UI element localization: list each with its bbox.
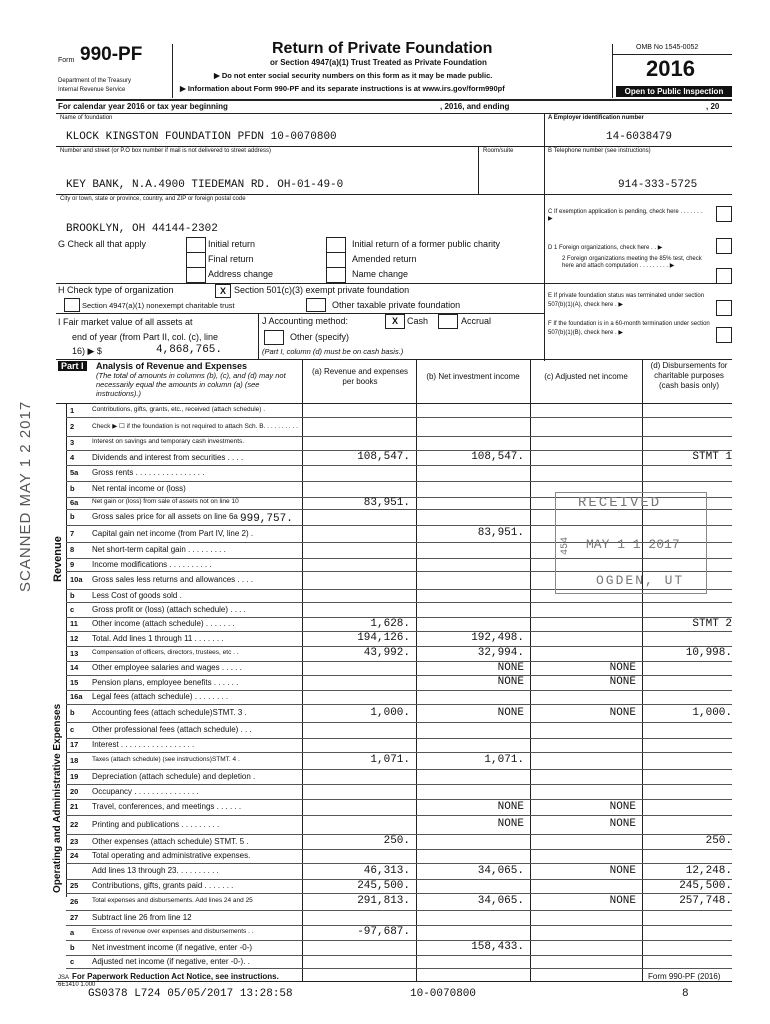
col-d-value: 250. <box>705 835 732 847</box>
line-number: 12 <box>70 633 79 643</box>
line-label: Compensation of officers, directors, trustees, etc . . <box>92 648 239 656</box>
row-divider <box>66 738 732 739</box>
line-label: Excess of revenue over expenses and disbursements . . <box>92 927 254 935</box>
form-number: 990-PF <box>80 44 143 65</box>
line-label: Net short-term capital gain . . . . . . . . . <box>92 545 226 554</box>
i-line2: end of year (from Part II, col. (c), line <box>72 332 219 342</box>
col-b-value: NONE <box>497 676 524 688</box>
line-number: 20 <box>70 786 79 796</box>
row-divider <box>66 910 732 911</box>
col-b-value: 192,498. <box>471 632 524 644</box>
col-c-header: (c) Adjusted net income <box>544 372 628 381</box>
col-b-value: 34,065. <box>477 864 524 877</box>
line-label: Accounting fees (attach schedule)STMT. 3 . <box>92 708 247 717</box>
row-divider <box>66 769 732 770</box>
col-a-value: 1,628. <box>370 617 410 630</box>
row-divider <box>66 784 732 785</box>
j-other-box[interactable] <box>264 330 284 345</box>
row-divider <box>66 815 732 816</box>
h-501c3-label: Section 501(c)(3) exempt private foundation <box>234 285 410 295</box>
col-b-value: NONE <box>497 661 524 674</box>
city-label: City or town, state or province, country, and ZIP or foreign postal code <box>60 196 246 202</box>
line-label: Interest . . . . . . . . . . . . . . . . . <box>92 740 195 749</box>
line-label: Income modifications . . . . . . . . . . <box>92 559 212 569</box>
line-label: Net gain or (loss) from sale of assets not on line 10 <box>92 498 239 505</box>
line-number: b <box>70 512 75 521</box>
col-b-value: 83,951. <box>477 527 524 539</box>
row-divider <box>66 849 732 850</box>
batch-line: GS0378 L724 05/05/2017 13:28:58 <box>88 988 293 1000</box>
tax-year: 2016 <box>646 56 695 81</box>
foundation-name: KLOCK KINGSTON FOUNDATION PFDN 10-0070800 <box>66 131 337 143</box>
row-divider <box>66 690 732 691</box>
col-d-value: STMT 2 <box>692 617 732 630</box>
h-other-box[interactable] <box>306 298 326 312</box>
line-label: Other expenses (attach schedule) STMT. 5 . <box>92 836 249 846</box>
name-change-box[interactable] <box>326 267 346 283</box>
line-label: Contributions, gifts, grants paid . . . . . . . <box>92 881 234 890</box>
paperwork-notice: For Paperwork Reduction Act Notice, see instructions. <box>72 972 279 981</box>
row-divider <box>66 940 732 941</box>
col-d-value: STMT 1 <box>692 451 732 463</box>
line-number: 5a <box>70 468 79 477</box>
line-label: Total operating and administrative expenses. <box>92 851 251 860</box>
line-number: c <box>70 956 75 966</box>
line-number: 26 <box>70 896 79 906</box>
row-divider <box>66 417 732 418</box>
col-b-header: (b) Net investment income <box>426 372 520 381</box>
col-c-value: NONE <box>609 800 636 813</box>
footer-ein: 10-0070800 <box>410 988 477 1000</box>
phone-label: B Telephone number (see instructions) <box>548 148 651 154</box>
line-number: b <box>70 942 75 952</box>
form-reference: Form 990-PF (2016) <box>648 972 721 981</box>
i-line1: I Fair market value of all assets at <box>58 317 193 327</box>
line-number: 7 <box>70 528 75 538</box>
col-b-value: NONE <box>497 800 524 813</box>
col-b-value: 32,994. <box>477 647 524 659</box>
j-accrual-box[interactable] <box>438 314 458 329</box>
amended-return-label: Amended return <box>352 254 417 264</box>
line-label: Gross rents . . . . . . . . . . . . . . . . <box>92 468 205 477</box>
line-label: Capital gain net income (from Part IV, line 2) . <box>92 528 254 538</box>
check-d2-text: 2 Foreign organizations meeting the 85% test, check here and attach computation . . . . . . . . . ▶ <box>562 256 702 269</box>
h-other-label: Other taxable private foundation <box>332 300 461 310</box>
check-e-box[interactable] <box>716 300 732 316</box>
address-label: Number and street (or P.O box number if mail is not delivered to street address) <box>60 148 271 154</box>
row-divider <box>66 481 732 482</box>
public-inspection-badge: Open to Public Inspection <box>616 86 732 97</box>
j-label: J Accounting method: <box>262 316 349 326</box>
g-label: G Check all that apply <box>58 239 147 249</box>
line-number: 19 <box>70 771 79 781</box>
i-fmv-value: 4,868,765. <box>156 344 223 356</box>
part1-tag: Part I <box>58 361 87 371</box>
row-divider <box>66 704 732 705</box>
ein-value: 14-6038479 <box>606 131 673 143</box>
line-number: 24 <box>70 851 79 860</box>
col-d-value: 257,748. <box>679 895 732 907</box>
row-divider <box>66 602 732 603</box>
line-label: Depreciation (attach schedule) and depletion . <box>92 771 256 781</box>
col-c-value: NONE <box>609 676 636 688</box>
row-divider <box>66 893 732 894</box>
form-label: Form <box>58 57 75 64</box>
col-c-value: NONE <box>609 706 636 719</box>
line-label: Net investment income (if negative, enter -0-) <box>92 942 253 952</box>
col-d-value: 1,000. <box>692 706 732 719</box>
omb-number: OMB No 1545-0052 <box>636 44 699 51</box>
col-a-value: 250. <box>383 835 410 847</box>
form-subtitle: or Section 4947(a)(1) Trust Treated as Private Foundation <box>270 58 487 67</box>
initial-former-label: Initial return of a former public charity <box>352 239 501 249</box>
j-accrual-label: Accrual <box>461 316 492 326</box>
initial-return-label: Initial return <box>208 239 256 249</box>
page-number: 8 <box>682 988 689 1000</box>
calendar-year-mid: , 2016, and ending <box>440 102 510 111</box>
calendar-year-end: , 20 <box>706 102 720 111</box>
col-a-value: 291,813. <box>357 895 410 907</box>
line-label: Other professional fees (attach schedule) . . . <box>92 725 252 734</box>
line-label: Subtract line 26 from line 12 <box>92 912 192 922</box>
line-number: 13 <box>70 648 79 658</box>
line-number: 10a <box>70 575 83 584</box>
h-4947-box[interactable] <box>64 298 80 312</box>
line-number: 18 <box>70 755 79 765</box>
col-a-value: 1,000. <box>370 706 410 719</box>
line-label: Contributions, gifts, grants, etc., received (attach schedule) . <box>92 405 266 413</box>
phone-value: 914-333-5725 <box>618 179 698 191</box>
line-label: Interest on savings and temporary cash investments. <box>92 438 245 445</box>
initial-former-box[interactable] <box>326 237 346 253</box>
ein-label: A Employer identification number <box>548 115 644 121</box>
col-b-value: 1,071. <box>484 754 524 766</box>
col-b-value: 158,433. <box>471 941 524 953</box>
dept-line1: Department of the Treasury <box>58 78 132 84</box>
row-divider <box>66 465 732 466</box>
line-label: Total expenses and disbursements. Add lines 24 and 25 <box>92 896 253 904</box>
room-suite-label: Room/suite <box>483 148 514 154</box>
col-c-value: NONE <box>609 895 636 907</box>
check-f-box[interactable] <box>716 327 732 343</box>
j-cash-label: Cash <box>407 316 429 326</box>
line-number: 17 <box>70 740 79 749</box>
address-change-box[interactable] <box>186 267 206 283</box>
form-title: Return of Private Foundation <box>272 40 493 57</box>
col-d-value: 12,248. <box>685 864 732 877</box>
line-number: 1 <box>70 405 75 415</box>
line-label: Add lines 13 through 23. . . . . . . . . . <box>92 866 219 875</box>
line-number: b <box>70 590 75 600</box>
line-label: Legal fees (attach schedule) . . . . . . . . <box>92 692 229 701</box>
line-number: c <box>70 604 75 614</box>
line-number: 21 <box>70 802 79 811</box>
check-d1-box[interactable] <box>716 238 732 254</box>
line-number: b <box>70 708 75 717</box>
col-d-value: 245,500. <box>679 879 732 892</box>
line-label: Taxes (attach schedule) (see instructions)STMT. 4 . <box>92 755 240 763</box>
line-number: 22 <box>70 819 79 829</box>
line-number: 23 <box>70 836 79 846</box>
col-b-value: NONE <box>497 818 524 830</box>
line-label: Check ▶ ☐ if the foundation is not required to attach Sch. B. . . . . . . . . . <box>92 422 298 430</box>
col-c-value: NONE <box>609 661 636 674</box>
final-return-box[interactable] <box>186 252 206 268</box>
col-a-value: 194,126. <box>357 632 410 644</box>
h-label: H Check type of organization <box>58 285 174 295</box>
foundation-city: BROOKLYN, OH 44144-2302 <box>66 223 218 235</box>
line-label: Gross sales less returns and allowances . . . . <box>92 575 253 584</box>
line-label: Gross profit or (loss) (attach schedule) . . . . <box>92 604 246 614</box>
line-label: Occupancy . . . . . . . . . . . . . . . <box>92 786 199 796</box>
col-c-value: NONE <box>609 864 636 877</box>
amended-return-box[interactable] <box>326 252 346 268</box>
line-number: 8 <box>70 545 75 554</box>
h-4947-label: Section 4947(a)(1) nonexempt charitable trust <box>82 301 235 310</box>
j-other-label: Other (specify) <box>290 332 350 342</box>
line-label: Pension plans, employee benefits . . . . . . <box>92 677 239 687</box>
line-label: Other income (attach schedule) . . . . . . . <box>92 619 235 628</box>
foundation-name-label: Name of foundation <box>60 115 113 121</box>
line-number: 2 <box>70 421 75 431</box>
line-number: a <box>70 927 75 937</box>
col-b-value: 108,547. <box>471 451 524 463</box>
row-divider <box>66 722 732 723</box>
line6b-gross-sales: 999,757. <box>240 513 293 525</box>
col-a-value: -97,687. <box>357 926 410 938</box>
i-line3: 16) ▶ $ <box>72 346 102 356</box>
check-d1-text: D 1 Foreign organizations, check here . . ▶ <box>548 245 663 251</box>
line-number: b <box>70 484 75 493</box>
line-number: 9 <box>70 559 75 569</box>
part1-desc: (The total of amounts in columns (b), (c), and (d) may not necessarily equal the amounts in column (a) (see instructions).) <box>96 371 286 398</box>
final-return-label: Final return <box>208 254 254 264</box>
col-b-value: 34,065. <box>477 895 524 907</box>
col-a-value: 245,500. <box>357 879 410 892</box>
part1-title: Analysis of Revenue and Expenses <box>96 361 248 371</box>
col-a-header: (a) Revenue and expenses per books <box>311 367 409 386</box>
line-label: Other employee salaries and wages . . . . . <box>92 663 242 672</box>
line-number: 16a <box>70 692 83 701</box>
col-a-value: 1,071. <box>370 754 410 766</box>
check-c-text: C If exemption application is pending, check here . . . . . . . ▶ <box>548 209 703 222</box>
line-label: Total. Add lines 1 through 11 . . . . . . . <box>92 633 224 643</box>
line-number: 27 <box>70 912 79 922</box>
foundation-address: KEY BANK, N.A.4900 TIEDEMAN RD. OH-01-49-0 <box>66 179 344 191</box>
dept-line2: Internal Revenue Service <box>58 87 126 93</box>
line-label: Gross sales price for all assets on line 6a <box>92 512 238 521</box>
line-label: Less Cost of goods sold . <box>92 590 182 600</box>
col-a-value: 43,992. <box>363 647 410 659</box>
row-divider <box>66 752 732 753</box>
line-number: c <box>70 725 75 734</box>
line-number: 15 <box>70 677 79 687</box>
calendar-year-label: For calendar year 2016 or tax year beginning <box>58 102 228 111</box>
check-e-text: E If private foundation status was terminated under section 507(b)(1)(A), check here . ▶ <box>548 293 705 308</box>
line-label: Travel, conferences, and meetings . . . . . . <box>92 802 242 811</box>
check-c-box[interactable] <box>716 206 732 222</box>
col-b-value: NONE <box>497 706 524 719</box>
col-d-value: 10,998. <box>685 647 732 659</box>
line-label: Printing and publications . . . . . . . . . <box>92 819 220 829</box>
footer-code: 6E1410 1.000 <box>58 982 96 988</box>
footer-jsa: JSA <box>58 975 70 981</box>
j-note: (Part I, column (d) must be on cash basis.) <box>262 347 404 356</box>
check-f-text: F If the foundation is in a 60-month termination under section 507(b)(1)(B), check here . ▶ <box>548 321 710 336</box>
name-change-label: Name change <box>352 269 409 279</box>
line-number: 6a <box>70 498 79 507</box>
revenue-section-label: Revenue <box>52 536 64 582</box>
scanned-stamp: SCANNED MAY 1 2 2017 <box>17 400 34 592</box>
ssn-note: ▶ Do not enter social security numbers on this form as it may be made public. <box>214 71 493 80</box>
info-note: ▶ Information about Form 990-PF and its separate instructions is at www.irs.gov/form990pf <box>180 84 505 93</box>
line-number: 14 <box>70 663 79 672</box>
col-d-header: (d) Disbursements for charitable purposes (cash basis only) <box>650 361 728 390</box>
j-cash-box[interactable]: X <box>385 314 405 329</box>
col-c-value: NONE <box>609 818 636 830</box>
line-number: 4 <box>70 452 75 462</box>
line-label: Adjusted net income (if negative, enter -0-). . <box>92 956 250 966</box>
line-label: Net rental income or (loss) <box>92 484 186 493</box>
col-a-value: 108,547. <box>357 451 410 463</box>
h-501c3-box[interactable]: X <box>215 284 231 298</box>
row-divider <box>66 436 732 437</box>
received-stamp: RECEIVED MAY 1 1 2017 OGDEN, UT 454 <box>555 492 707 594</box>
initial-return-box[interactable] <box>186 237 206 253</box>
col-a-value: 83,951. <box>363 497 410 509</box>
col-a-value: 46,313. <box>363 864 410 877</box>
line-number: 25 <box>70 881 79 890</box>
line-label: Dividends and interest from securities . . . . <box>92 452 244 462</box>
expenses-section-label: Operating and Administrative Expenses <box>52 703 63 893</box>
row-divider <box>66 968 732 969</box>
check-d2-box[interactable] <box>716 268 732 284</box>
address-change-label: Address change <box>208 269 274 279</box>
line-number: 11 <box>70 619 78 628</box>
line-number: 3 <box>70 438 75 447</box>
